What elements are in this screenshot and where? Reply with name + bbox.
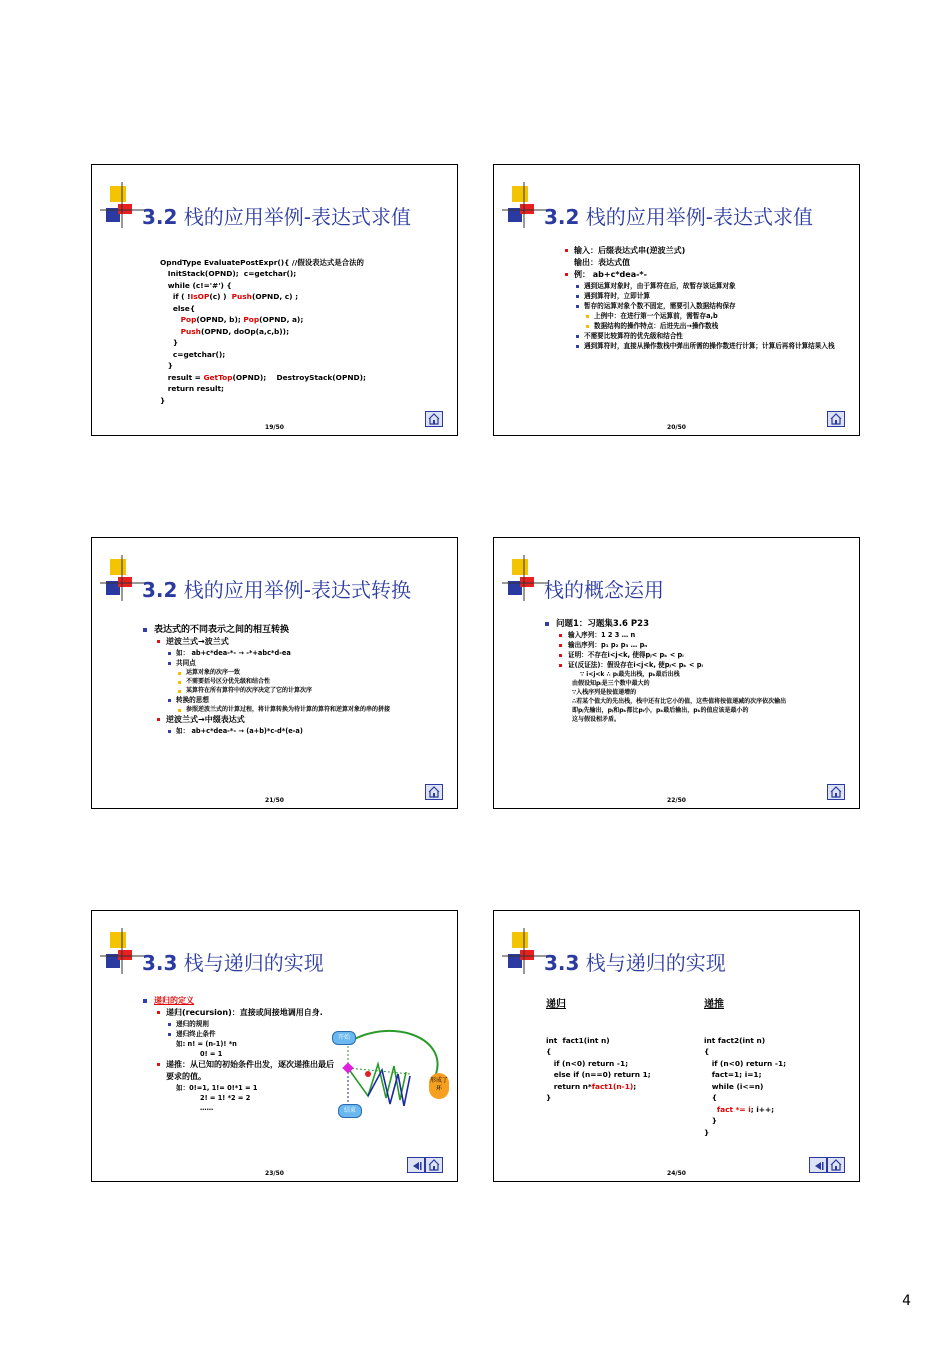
list-item: 遇到算符时，立即计算 [584, 291, 847, 301]
list-item: 数据结构的操作特点：后进先出→操作数栈 [594, 321, 847, 331]
proof-line: ∴若某个值大的先出栈，栈中还有比它小的值，这些值将按值递减的次序依次输出 [572, 698, 787, 705]
slide-page-number: 21/50 [265, 797, 284, 804]
slide-page-number: 20/50 [667, 424, 686, 431]
list-item: 2! = 1! *2 = 2 [200, 1094, 251, 1102]
slide-decoration-icon [502, 182, 548, 228]
list-item: 表达式的不同表示之间的相互转换 [154, 624, 445, 636]
proof-line: 由假设知pᵢ是三个数中最大的 [572, 680, 650, 687]
right-heading: 递推 [704, 999, 724, 1010]
list-item: 如：0!=1, 1!= 0!*1 = 1 [176, 1084, 258, 1092]
list-item: 上例中：在进行第一个运算前，需暂存a,b [594, 311, 847, 321]
list-item: …… [200, 1104, 214, 1112]
slide-title: 3.2 栈的应用举例-表达式求值 [544, 205, 814, 229]
page-number: 4 [902, 1293, 911, 1309]
slide-22 [493, 537, 860, 809]
home-icon[interactable] [827, 1157, 845, 1173]
slide-23 [91, 910, 458, 1182]
list-item: 证明：不存在i<j<k, 使得pⱼ< pₖ < pᵢ [568, 650, 847, 660]
home-icon[interactable] [827, 411, 845, 427]
list-item: 某算符在所有算符中的次序决定了它的计算次序 [186, 686, 445, 695]
list-item: 运算对象的次序一致 [186, 668, 445, 677]
slide-decoration-icon [100, 182, 146, 228]
list-item: 参照逆波兰式的计算过程，将计算转换为待计算的算符和逆算对象的串的拼接 [186, 705, 396, 714]
list-item: 0! = 1 [200, 1050, 223, 1058]
slide-decoration-icon [100, 555, 146, 601]
slide-title: 栈的概念运用 [544, 578, 664, 602]
slide-page-number: 23/50 [265, 1170, 284, 1177]
slide-page-number: 19/50 [265, 424, 284, 431]
home-icon[interactable] [827, 784, 845, 800]
back-icon[interactable] [407, 1157, 425, 1173]
list-item: 递归终止条件 [176, 1029, 445, 1039]
list-item: 遇到算符时，直接从操作数栈中弹出所需的操作数进行计算；计算后再将计算结果入栈 [584, 341, 847, 351]
slide-21 [91, 537, 458, 809]
proof-line: 这与假设相矛盾。 [572, 716, 621, 723]
list-item: 如： ab+c*dea-*- → -*+abc*d-ea [176, 648, 445, 658]
slide-decoration-icon [502, 928, 548, 974]
home-icon[interactable] [425, 411, 443, 427]
end-label: 结束 [338, 1104, 362, 1118]
list-item: 如： ab+c*dea-*- → (a+b)*c-d*(e-a) [176, 726, 445, 736]
list-item: 证(反证法)：假设存在i<j<k, 使pⱼ< pₖ < pᵢ [568, 660, 847, 670]
list-item: 递归的定义 [154, 995, 445, 1007]
list-item: 输入序列：1 2 3 … n [568, 630, 847, 640]
list-item: 暂存的运算对象个数不固定，需要引入数据结构保存 [584, 301, 847, 311]
list-item: 递归(recursion)：直接或间接地调用自身. [166, 1007, 445, 1019]
slide-24 [493, 910, 860, 1182]
code-block: OpndType EvaluatePostExpr(){ //假设表达式是合法的 InitStack(OPND); c=getchar(); while (c!='#') { if ( !IsOP(c) ) Push(OPND, c) ; else{ Pop(OPND, b); Pop(OPND, a); Push(OPND, doOp(a,c,b)); } c=getchar(); } result = GetTop(OPND); DestroyStack(OPND); return result; } [160, 257, 367, 405]
loop-label: 形成了环 [429, 1073, 449, 1099]
list-item: 例： ab+c*dea-*- [574, 269, 847, 281]
list-item: 输出：表达式值 [574, 258, 630, 267]
list-item: 逆波兰式→中缀表达式 [166, 714, 445, 726]
list-item: 不需要括号区分优先级和结合性 [186, 677, 445, 686]
home-icon[interactable] [425, 1157, 443, 1173]
list-item: 不需要比较算符的优先级和结合性 [584, 331, 847, 341]
proof-line: ∵入栈序列是按值递增的 [572, 689, 637, 696]
list-item: 递推：从已知的初始条件出发，逐次递推出最后要求的值。 [166, 1060, 334, 1081]
fact2-code: int fact2(int n) { if (n<0) return -1; fact=1; i=1; while (i<=n) { fact *= i; i++; } } [704, 1035, 787, 1137]
list-item: 递归的规则 [176, 1019, 445, 1029]
slide-decoration-icon [100, 928, 146, 974]
slide-20 [493, 164, 860, 436]
slide-page-number: 22/50 [667, 797, 686, 804]
proof-line: ∵ i<j<k ∴ pᵢ最先出栈，pₖ最后出栈 [580, 671, 680, 678]
slide-title: 3.3 栈与递归的实现 [142, 951, 324, 975]
slide-page-number: 24/50 [667, 1170, 686, 1177]
home-icon[interactable] [425, 784, 443, 800]
list-item: 遇到运算对象时，由于算符在后，故暂存该运算对象 [584, 281, 847, 291]
fact1-code: int fact1(int n) { if (n<0) return -1; else if (n==0) return 1; return n*fact1(n-1); } [546, 1035, 651, 1102]
slide-19 [91, 164, 458, 436]
start-label: 开始 [332, 1031, 356, 1045]
back-icon[interactable] [809, 1157, 827, 1173]
list-item: 输出序列：p₁ p₂ p₃ … pₙ [568, 640, 847, 650]
proof-line: 即pⱼ先输出，pⱼ和pₖ都比pᵢ小，pₖ最后输出，pₖ的值应该是最小的 [572, 707, 749, 714]
left-heading: 递归 [546, 999, 566, 1010]
list-item: 逆波兰式→波兰式 [166, 636, 445, 648]
list-item: 如: n! = (n-1)! *n [176, 1040, 237, 1048]
slide-decoration-icon [502, 555, 548, 601]
slide-title: 3.2 栈的应用举例-表达式求值 [142, 205, 412, 229]
list-item: 问题1：习题集3.6 P23 [556, 618, 847, 630]
slide-title: 3.3 栈与递归的实现 [544, 951, 726, 975]
list-item: 输入：后缀表达式串(逆波兰式) [574, 245, 847, 257]
slide-title: 3.2 栈的应用举例-表达式转换 [142, 578, 412, 602]
list-item: 共同点 [176, 658, 445, 668]
list-item: 转换的思想 [176, 695, 445, 705]
